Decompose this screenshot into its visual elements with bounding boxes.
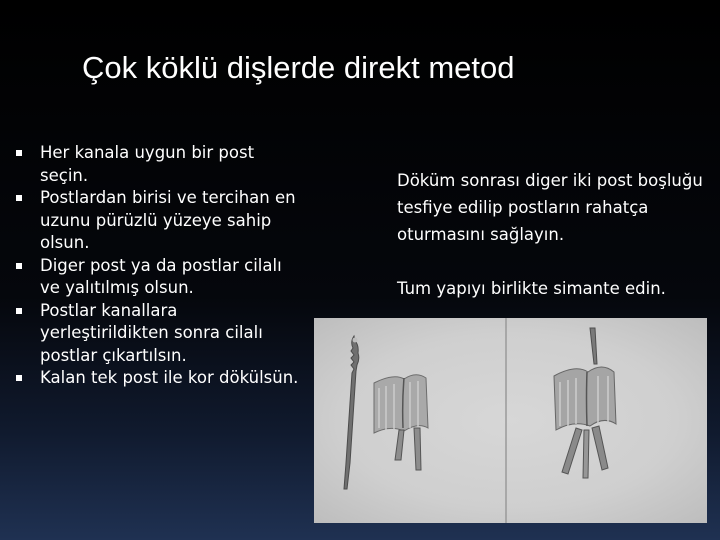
removed-post-shape bbox=[344, 336, 359, 489]
right-text-block bbox=[397, 167, 712, 302]
bullet-item: Her kanala uygun bir post seçin. bbox=[16, 142, 306, 187]
bullet-item: Postlardan birisi ve tercihan en uzunu pürüzlü yüzeye sahip olsun. bbox=[16, 187, 306, 255]
dental-post-core-photo bbox=[314, 318, 707, 523]
right-paragraph-1: Döküm sonrası diger iki post boşluğu tesfiye edilip postların rahatça oturmasını sağlayın. bbox=[397, 171, 703, 244]
bullet-list bbox=[16, 142, 306, 390]
cast-core-right bbox=[554, 328, 616, 478]
bullet-item: Kalan tek post ile kor dökülsün. bbox=[16, 367, 306, 390]
right-paragraph-2: Tum yapıyı birlikte simante edin. bbox=[397, 279, 666, 298]
bullet-item: Postlar kanallara yerleştirildikten sonra cilalı postlar çıkartılsın. bbox=[16, 300, 306, 368]
bullet-item: Diger post ya da postlar cilalı ve yalıtılmış olsun. bbox=[16, 255, 306, 300]
cast-core-left bbox=[374, 375, 428, 470]
slide-title: Çok köklü dişlerde direkt metod bbox=[82, 50, 515, 85]
dental-post-core-illustration bbox=[314, 318, 707, 523]
